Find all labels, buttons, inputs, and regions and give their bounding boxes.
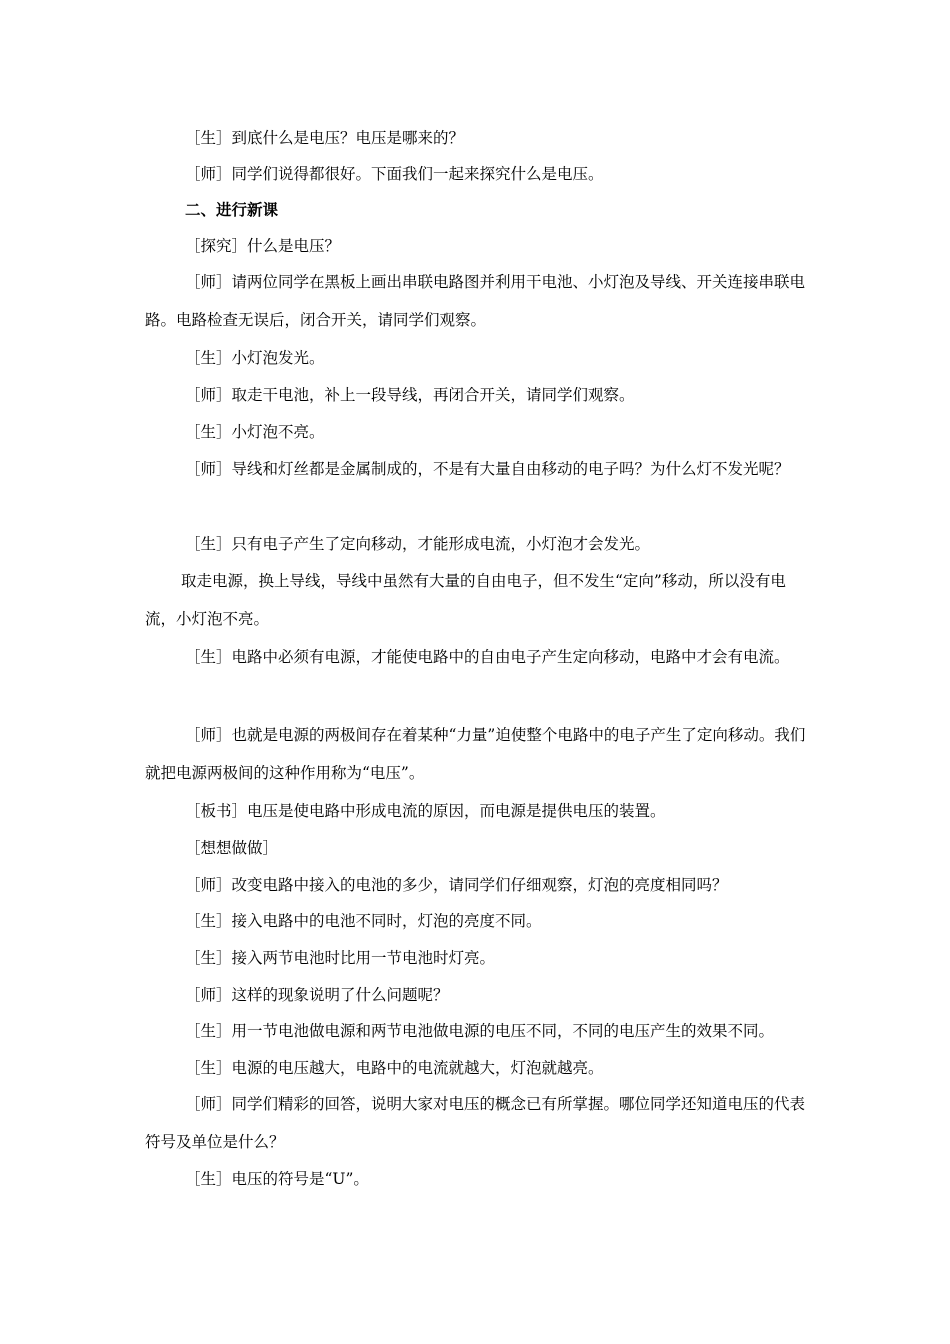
paragraph-16: ［生］接入电路中的电池不同时，灯泡的亮度不同。 — [185, 912, 542, 930]
paragraph-7: ［生］小灯泡不亮。 — [185, 423, 325, 441]
paragraph-5: ［生］小灯泡发光。 — [185, 349, 325, 367]
paragraph-3: ［探究］什么是电压？ — [185, 237, 341, 255]
paragraph-13: ［板书］电压是使电路中形成电流的原因，而电源是提供电压的装置。 — [185, 802, 666, 820]
paragraph-18: ［师］这样的现象说明了什么问题呢？ — [185, 986, 449, 1004]
paragraph-8: ［师］导线和灯丝都是金属制成的，不是有大量自由移动的电子吗？为什么灯不发光呢？ — [185, 460, 790, 478]
paragraph-11: ［生］电路中必须有电源，才能使电路中的自由电子产生定向移动，电路中才会有电流。 — [185, 648, 790, 666]
paragraph-4: ［师］请两位同学在黑板上画出串联电路图并利用干电池、小灯泡及导线、开关连接串联电路。电路检查无误后，闭合开关，请同学们观察。 — [145, 273, 806, 329]
paragraph-17: ［生］接入两节电池时比用一节电池时灯亮。 — [185, 949, 496, 967]
paragraph-10: 取走电源，换上导线，导线中虽然有大量的自由电子，但不发生“定向”移动，所以没有电流，小灯泡不亮。 — [145, 572, 786, 628]
paragraph-9: ［生］只有电子产生了定向移动，才能形成电流，小灯泡才会发光。 — [185, 535, 651, 553]
paragraph-1: ［生］到底什么是电压？电压是哪来的？ — [185, 129, 465, 147]
paragraph-12: ［师］也就是电源的两极间存在着某种“力量”迫使整个电路中的电子产生了定向移动。我们就把电源两极间的这种作用称为“电压”。 — [145, 726, 806, 782]
section-heading: 二、进行新课 — [185, 201, 279, 219]
paragraph-20: ［生］电源的电压越大，电路中的电流就越大，灯泡就越亮。 — [185, 1059, 604, 1077]
paragraph-15: ［师］改变电路中接入的电池的多少，请同学们仔细观察，灯泡的亮度相同吗？ — [185, 876, 728, 894]
paragraph-2: ［师］同学们说得都很好。下面我们一起来探究什么是电压。 — [185, 165, 604, 183]
paragraph-22: ［生］电压的符号是“U”。 — [185, 1170, 369, 1188]
paragraph-6: ［师］取走干电池，补上一段导线，再闭合开关，请同学们观察。 — [185, 386, 635, 404]
paragraph-21: ［师］同学们精彩的回答，说明大家对电压的概念已有所掌握。哪位同学还知道电压的代表符号及单位是什么？ — [145, 1095, 806, 1151]
paragraph-14: ［想想做做］ — [185, 839, 279, 857]
paragraph-19: ［生］用一节电池做电源和两节电池做电源的电压不同，不同的电压产生的效果不同。 — [185, 1022, 775, 1040]
